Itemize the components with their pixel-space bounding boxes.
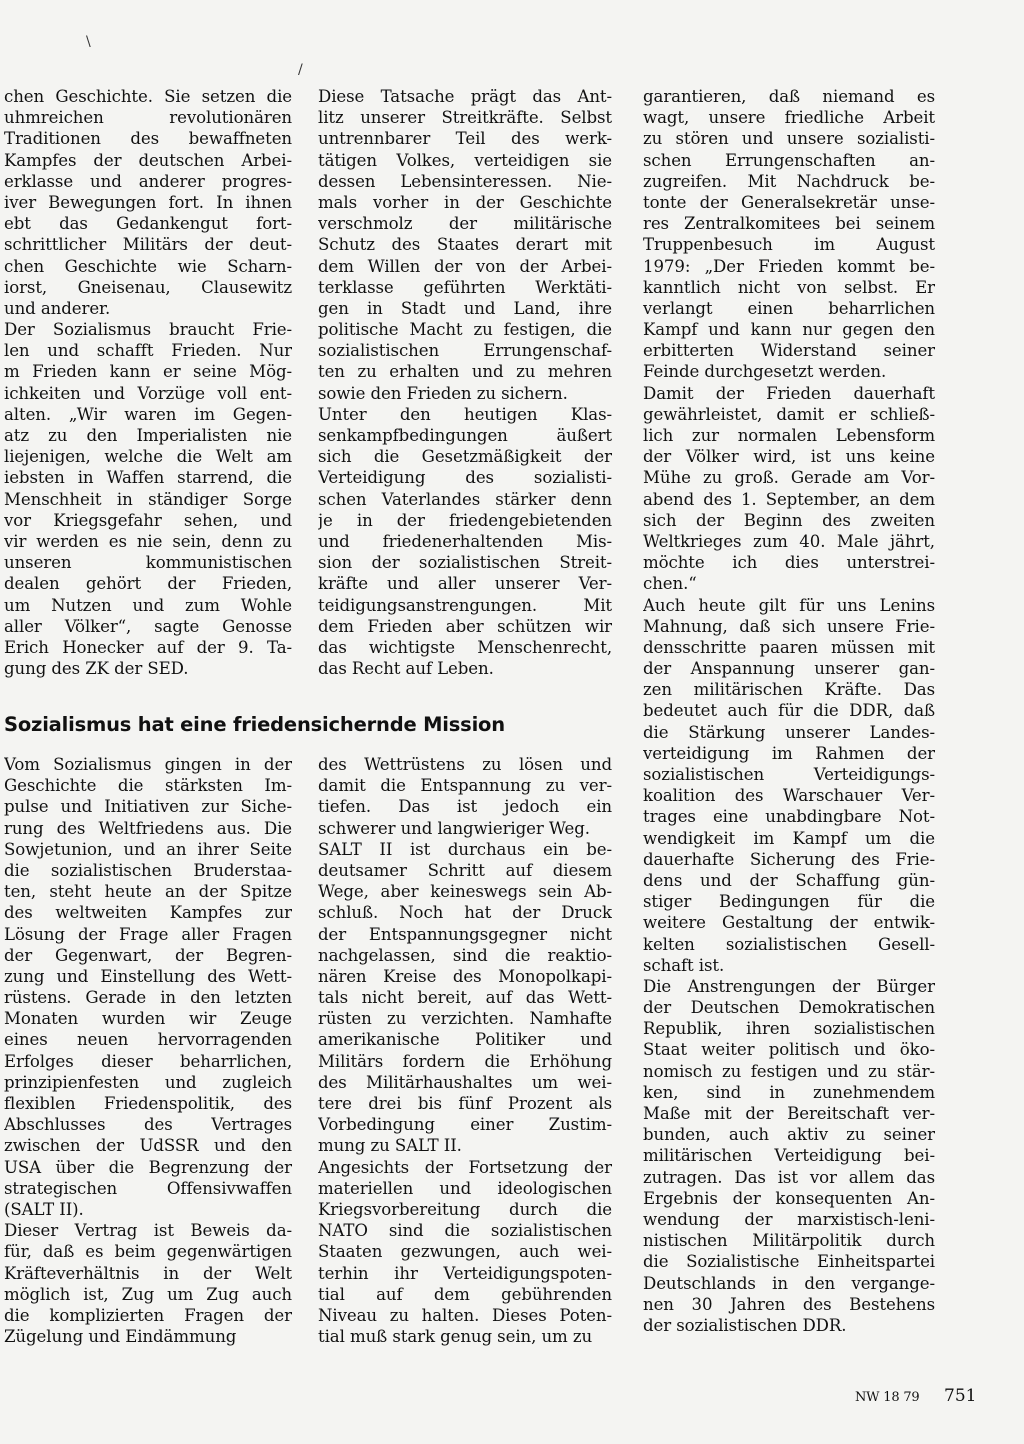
text-line: SALT II ist durchaus ein be- [318,839,612,859]
text-line: dem Willen der von der Arbei- [318,256,612,276]
text-line: je in der friedengebietenden [318,510,612,530]
text-line: bunden, auch aktiv zu seiner [643,1125,935,1145]
text-line: terklasse geführten Werktäti- [318,277,612,297]
text-line: amerikanische Politiker und [318,1030,612,1050]
text-line: Militärs fordern die Erhöhung [318,1051,612,1071]
text-line: die Stärkung unserer Landes- [643,722,935,742]
scan-mark: / [298,62,303,78]
text-line: gewährleistet, damit er schließ- [643,404,935,424]
text-line: materiellen und ideologischen [318,1178,612,1198]
text-line: sich die Gesetzmäßigkeit der [318,447,612,467]
text-line: Auch heute gilt für uns Lenins [643,595,935,615]
text-line: iorst, Gneisenau, Clausewitz [4,277,292,297]
text-line: deutsamer Schritt auf diesem [318,860,612,880]
text-line: nistischen Militärpolitik durch [643,1231,935,1251]
text-line: ken, sind in zunehmendem [643,1082,935,1102]
text-line: Mahnung, daß sich unsere Frie- [643,616,935,636]
text-line: gen in Stadt und Land, ihre [318,298,612,318]
text-line: des weltweiten Kampfes zur [4,903,292,923]
text-line: rüstens. Gerade in den letzten [4,988,292,1008]
text-line: des Wettrüstens zu lösen und [318,755,612,774]
text-line: Vorbedingung einer Zustim- [318,1115,612,1135]
text-line: Deutschlands in den vergange- [643,1273,935,1293]
text-line: nären Kreise des Monopolkapi- [318,966,612,986]
text-line: der Gegenwart, der Begren- [4,945,292,965]
text-line: lich zur normalen Lebensform [643,426,935,445]
text-line: terhin ihr Verteidigungspoten- [318,1263,612,1283]
text-line: rung des Weltfriedens aus. Die [4,818,292,838]
text-line: Diese Tatsache prägt das Ant- [318,87,612,106]
text-line: Menschheit in ständiger Sorge [4,489,292,509]
text-line: Unter den heutigen Klas- [318,404,612,424]
text-line: trages eine unabdingbare Not- [643,807,935,827]
text-line: schwerer und langwieriger Weg. [318,818,590,838]
text-line: eines neuen hervorragenden [4,1030,292,1050]
text-line: Feinde durchgesetzt werden. [643,362,887,382]
text-line: der Entspannungsgegner nicht [318,924,612,944]
text-line: der Anspannung unserer gan- [643,659,935,679]
text-line: aller Völker“, sagte Genosse [4,616,292,636]
text-line: iebsten in Waffen starrend, die [4,468,292,488]
text-line: Kampfes der deutschen Arbei- [4,150,292,170]
text-line: dauerhafte Sicherung des Frie- [643,849,935,869]
text-line: schrittlicher Militärs der deut- [4,235,292,255]
text-line: tial auf dem gebührenden [318,1284,612,1304]
text-line: m Frieden kann er seine Mög- [4,362,292,382]
text-line: wendung der marxistisch-leni- [643,1209,935,1229]
text-line: liejenigen, welche die Welt am [4,447,292,467]
text-line: kanntlich nicht von selbst. Er [643,277,935,297]
text-line: res Zentralkomitees bei seinem [643,214,935,234]
text-line: zwischen der UdSSR und den [4,1136,292,1156]
text-line: Vom Sozialismus gingen in der [4,755,292,774]
text-line: Traditionen des bewaffneten [4,129,292,149]
text-line: sion der sozialistischen Streit- [318,553,612,573]
text-line: chen.“ [643,574,697,594]
text-line: sozialistischen Errungenschaf- [318,341,612,361]
text-line: Erfolges dieser beharrlichen, [4,1051,292,1071]
text-line: Niveau zu halten. Dieses Poten- [318,1305,612,1325]
text-line: Staat weiter politisch und öko- [643,1040,935,1060]
text-line: der Völker wird, ist uns keine [643,447,935,467]
text-line: Truppenbesuch im August [643,235,935,255]
text-line: Erich Honecker auf der 9. Ta- [4,637,292,657]
text-line: 1979: „Der Frieden kommt be- [643,256,935,276]
text-line: politische Macht zu festigen, die [318,320,612,340]
text-line: verschmolz der militärische [318,214,612,234]
text-line: vir werden es nie sein, denn zu [4,531,292,551]
text-line: litz unserer Streitkräfte. Selbst [318,108,612,128]
column-3 [643,86,935,1336]
text-line: nachgelassen, sind die reaktio- [318,945,612,965]
text-line: ichkeiten und Vorzüge voll ent- [4,383,292,403]
text-line: die komplizierten Fragen der [4,1305,292,1325]
text-line: kräfte und aller unserer Ver- [318,574,612,594]
text-line: Verteidigung des sozialisti- [318,468,612,488]
text-line: pulse und Initiativen zur Siche- [4,797,292,817]
text-line: (SALT II). [4,1199,84,1219]
text-line: iver Bewegungen fort. In ihnen [4,192,292,212]
text-line: sowie den Frieden zu sichern. [318,383,568,403]
section-heading: Sozialismus hat eine friedensichernde Mission [4,713,505,736]
text-line: Kampf und kann nur gegen den [643,320,935,340]
text-line: schaft ist. [643,955,725,975]
text-line: die Sozialistische Einheitspartei [643,1252,935,1272]
text-line: unseren kommunistischen [4,553,292,573]
text-line: chen Geschichte. Sie setzen die [4,87,292,106]
text-line: zu stören und unsere sozialisti- [643,129,935,149]
text-line: Angesichts der Fortsetzung der [318,1157,612,1177]
text-line: Staaten gezwungen, auch wei- [318,1242,612,1262]
text-line: die sozialistischen Bruderstaa- [4,860,292,880]
text-line: zen militärischen Kräfte. Das [643,680,935,700]
text-line: dessen Lebensinteressen. Nie- [318,171,612,191]
text-line: Schutz des Staates derart mit [318,235,612,255]
text-line: und friedenerhaltenden Mis- [318,531,612,551]
page-number: 751 [944,1386,977,1406]
text-line: erklasse und anderer progres- [4,171,292,191]
text-line: Der Sozialismus braucht Frie- [4,320,292,340]
text-line: teidigungsanstrengungen. Mit [318,595,612,615]
text-line: Damit der Frieden dauerhaft [643,383,935,403]
text-line: der sozialistischen DDR. [643,1315,847,1335]
text-line: zung und Einstellung des Wett- [4,966,292,986]
text-line: Die Anstrengungen der Bürger [643,976,935,996]
text-line: NATO sind die sozialistischen [318,1221,612,1241]
text-line: tiefen. Das ist jedoch ein [318,797,612,817]
column-1-bottom [4,754,292,1347]
text-line: mals vorher in der Geschichte [318,192,612,212]
text-line: möglich ist, Zug um Zug auch [4,1284,292,1304]
text-line: flexiblen Friedenspolitik, des [4,1094,292,1113]
text-line: Monaten wurden wir Zeuge [4,1009,292,1029]
text-line: Wege, aber keineswegs sein Ab- [318,882,612,902]
text-line: garantieren, daß niemand es [643,87,935,106]
text-line: das wichtigste Menschenrecht, [318,637,612,657]
text-line: tals nicht bereit, auf das Wett- [318,988,612,1008]
text-line: Geschichte die stärksten Im- [4,776,292,796]
text-line: Kriegsvorbereitung durch die [318,1199,612,1219]
text-line: senkampfbedingungen äußert [318,426,612,445]
text-line: mung zu SALT II. [318,1136,462,1156]
text-line: bedeutet auch für die DDR, daß [643,701,935,721]
text-line: möchte ich dies unterstrei- [643,553,935,573]
text-line: zugreifen. Mit Nachdruck be- [643,171,935,191]
text-line: sich der Beginn des zweiten [643,510,935,530]
text-line: sozialistischen Verteidigungs- [643,765,935,784]
text-line: prinzipienfesten und zugleich [4,1072,292,1092]
text-line: abend des 1. September, an dem [643,489,935,509]
text-line: Sowjetunion, und an ihrer Seite [4,839,292,859]
text-line: len und schafft Frieden. Nur [4,341,292,361]
text-line: atz zu den Imperialisten nie [4,426,292,445]
text-line: stiger Bedingungen für die [643,892,935,912]
text-line: schen Errungenschaften an- [643,150,935,170]
text-line: nen 30 Jahren des Bestehens [643,1294,935,1314]
text-line: weitere Gestaltung der entwik- [643,913,935,933]
text-line: alten. „Wir waren im Gegen- [4,404,292,424]
text-line: damit die Entspannung zu ver- [318,776,612,796]
text-line: schluß. Noch hat der Druck [318,903,612,923]
text-line: Zügelung und Eindämmung [4,1327,237,1347]
text-line: USA über die Begrenzung der [4,1157,292,1177]
text-line: ebt das Gedankengut fort- [4,214,292,234]
text-line: militärischen Verteidigung bei- [643,1146,935,1166]
text-line: tial muß stark genug sein, um zu [318,1327,593,1347]
column-1-top [4,86,292,679]
text-line: kelten sozialistischen Gesell- [643,934,935,954]
text-line: rüsten zu verzichten. Namhafte [318,1009,612,1029]
text-line: schen Vaterlandes stärker denn [318,489,612,509]
text-line: Weltkrieges zum 40. Male jährt, [643,531,935,551]
scan-mark: \ [86,34,91,50]
text-line: wendigkeit im Kampf um die [643,828,935,848]
column-2-top [318,86,612,679]
text-line: Maße mit der Bereitschaft ver- [643,1104,935,1123]
text-line: dens und der Schaffung gün- [643,870,935,890]
text-line: dem Frieden aber schützen wir [318,616,612,636]
text-line: Lösung der Frage aller Fragen [4,924,292,944]
text-line: verteidigung im Rahmen der [643,743,935,763]
text-line: des Militärhaushaltes um wei- [318,1072,612,1092]
text-line: dealen gehört der Frieden, [4,574,292,594]
text-line: Ergebnis der konsequenten An- [643,1188,935,1208]
text-line: untrennbarer Teil des werk- [318,129,612,149]
text-line: Republik, ihren sozialistischen [643,1019,935,1039]
text-line: Mühe zu groß. Gerade am Vor- [643,468,935,488]
issue-number: NW 18 79 [855,1390,920,1405]
text-line: zutragen. Das ist vor allem das [643,1167,935,1187]
column-2-bottom [318,754,612,1347]
text-line: uhmreichen revolutionären [4,108,292,128]
text-line: und anderer. [4,298,111,318]
text-line: verlangt einen beharrlichen [643,298,935,318]
text-line: densschritte paaren müssen mit [643,637,935,657]
text-line: erbitterten Widerstand seiner [643,341,935,361]
text-line: chen Geschichte wie Scharn- [4,256,292,276]
text-line: Abschlusses des Vertrages [4,1115,292,1135]
text-line: nomisch zu festigen und zu stär- [643,1061,935,1081]
text-line: strategischen Offensivwaffen [4,1178,292,1198]
text-line: um Nutzen und zum Wohle [4,595,292,615]
text-line: koalition des Warschauer Ver- [643,786,935,806]
text-line: das Recht auf Leben. [318,659,494,679]
text-line: tere drei bis fünf Prozent als [318,1094,612,1113]
text-line: der Deutschen Demokratischen [643,998,935,1018]
text-line: ten zu erhalten und zu mehren [318,362,612,382]
text-line: Dieser Vertrag ist Beweis da- [4,1221,292,1241]
text-line: Kräfteverhältnis in der Welt [4,1263,292,1283]
text-line: wagt, unsere friedliche Arbeit [643,108,935,128]
text-line: gung des ZK der SED. [4,659,189,679]
text-line: tätigen Volkes, verteidigen sie [318,150,612,170]
text-line: ten, steht heute an der Spitze [4,882,292,902]
text-line: tonte der Generalsekretär unse- [643,192,935,212]
text-line: vor Kriegsgefahr sehen, und [4,510,292,530]
text-line: für, daß es beim gegenwärtigen [4,1242,292,1262]
